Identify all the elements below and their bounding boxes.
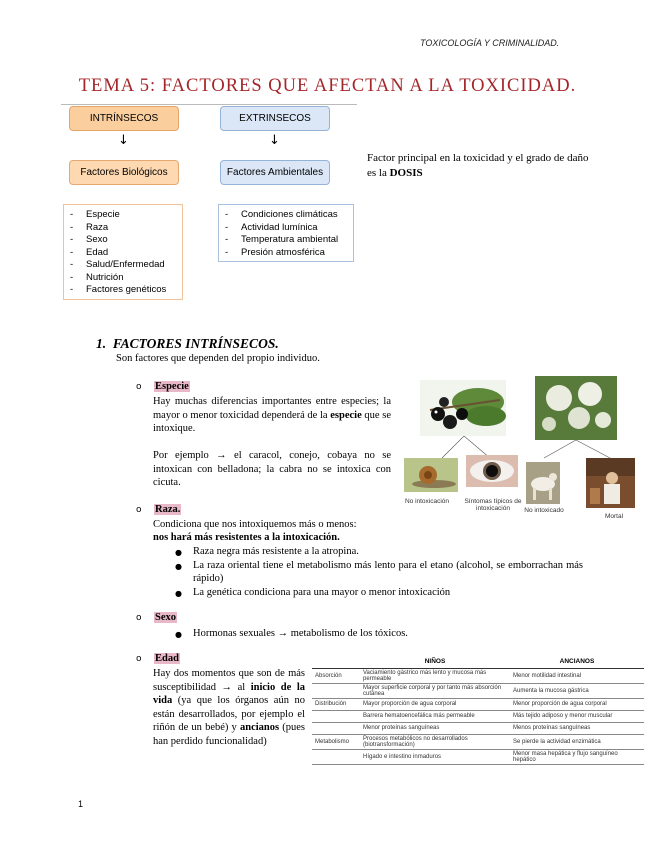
snail-icon (404, 458, 458, 492)
table-cell: Barrera hematoencefálica más permeable (360, 710, 510, 722)
table-cell: Menor proteínas sanguíneas (360, 722, 510, 734)
page-number: 1 (78, 799, 84, 809)
table-cell: Distribución (312, 698, 360, 710)
list-item: - Temperatura ambiental (225, 234, 339, 245)
table-row (312, 683, 644, 698)
table-header: NIÑOS (360, 655, 510, 668)
goat-icon (526, 462, 560, 504)
table-cell: Absorción (312, 668, 360, 683)
table-cell: Menor proporción de agua corporal (510, 698, 644, 710)
extrinsic-box: EXTRINSECOS (220, 106, 330, 131)
running-header: TOXICOLOGÍA Y CRIMINALIDAD. (420, 38, 560, 48)
biological-factors-box: Factores Biológicos (69, 160, 179, 185)
table-cell (312, 722, 360, 734)
edad-heading: o Edad (136, 653, 179, 664)
belladonna-image (420, 380, 506, 436)
section-heading: 1. FACTORES INTRÍNSECOS. (96, 336, 279, 351)
raza-bullet: ● Raza negra más resistente a la atropina. (175, 546, 359, 557)
table-cell: Mayor superficie corporal y por tanto más absorción cutánea (360, 683, 510, 698)
caption-eye: Síntomas típicos de intoxicación (464, 498, 522, 512)
list-item: - Actividad lumínica (225, 221, 318, 233)
table-cell: Metabolismo (312, 734, 360, 749)
table-cell (312, 749, 360, 764)
table-cell: Aumenta la mucosa gástrica (510, 683, 644, 698)
raza-paragraph-bold: nos hará más resistentes a la intoxicación. (153, 532, 340, 543)
top-rule (61, 104, 357, 105)
table-cell: Se pierde la actividad enzimática (510, 734, 644, 749)
extrinsic-list (218, 204, 354, 262)
caption-mortal: Mortal (604, 513, 624, 520)
eye-icon (466, 455, 518, 487)
caption-goat: No intoxicado (524, 507, 564, 514)
belladonna-icon (420, 380, 506, 436)
table-row (312, 698, 644, 710)
table-cell: Menos proteínas sanguíneas (510, 722, 644, 734)
list-item: - Sexo (70, 234, 108, 245)
table-cell: Menor motilidad intestinal (510, 668, 644, 683)
list-item: - Salud/Enfermedad (70, 259, 165, 270)
list-item: - Factores genéticos (70, 284, 167, 295)
table-cell (312, 683, 360, 698)
especie-paragraph: Hay muchas diferencias importantes entre especies; la mayor o menor toxicidad dependerá de la especie que se intoxique. (153, 396, 391, 434)
table-cell: Procesos metabólicos no desarrollados (biotransformación) (360, 734, 510, 749)
table-cell: Hígado e intestino inmaduros (360, 749, 510, 764)
raza-bullet: ● La raza oriental tiene el metabolismo más lento para el etano (alcohol, se emborrachan más rápido) (175, 560, 583, 584)
especie-heading: o Especie (136, 381, 189, 392)
list-item: - Raza (70, 221, 109, 233)
dosis-note: Factor principal en la toxicidad y el grado de daño es la DOSIS (367, 152, 589, 179)
table-cell: Menor masa hepática y flujo sanguíneo hepático (510, 749, 644, 764)
table-cell: Mayor proporción de agua corporal (360, 698, 510, 710)
down-arrow-icon: ↓ (118, 133, 129, 148)
raza-paragraph: Condiciona que nos intoxiquemos más o menos: (153, 519, 357, 530)
hemlock-image (535, 376, 617, 440)
sexo-bullet: ● Hormonas sexuales → metabolismo de los tóxicos. (175, 628, 408, 639)
list-item: - Especie (70, 209, 120, 220)
snail-image (404, 458, 458, 492)
table-header: ANCIANOS (510, 655, 644, 668)
list-item: - Condiciones climáticas (225, 209, 338, 220)
table-cell: Vaciamiento gástrico más lento y mucosa más permeable (360, 668, 510, 683)
especie-example: Por ejemplo → el caracol, conejo, cobaya no se intoxican con belladona; la cabra no se intoxica con cicuta. (153, 450, 391, 488)
socrates-painting-image (586, 458, 635, 508)
hemlock-icon (535, 376, 617, 440)
raza-heading: o Raza. (136, 504, 181, 515)
list-item: - Edad (70, 246, 109, 258)
sexo-heading: o Sexo (136, 612, 176, 623)
intrinsic-list (63, 204, 183, 300)
section-subtitle: Son factores que dependen del propio individuo. (116, 353, 320, 364)
table-row (312, 668, 644, 683)
raza-bullet: ● La genética condiciona para una mayor o menor intoxicación (175, 587, 451, 598)
table-header-row (312, 655, 644, 668)
table-row (312, 722, 644, 734)
edad-paragraph: Hay dos momentos que son de más susceptibilidad → al inicio de la vida (ya que los órganos aún no están desarrollados, por ejemplo el riñón de un bebé) y ancianos (pues han perdido funcionalidad) (153, 668, 305, 747)
caption-snail: No intoxicación (404, 498, 450, 505)
table-row (312, 749, 644, 764)
page-title: TEMA 5: FACTORES QUE AFECTAN A LA TOXICIDAD. (78, 76, 577, 96)
table-row (312, 734, 644, 749)
table-header (312, 655, 360, 668)
intrinsic-box: INTRÍNSECOS (69, 106, 179, 131)
list-item: - Presión atmosférica (225, 246, 325, 258)
environmental-factors-box: Factores Ambientales (220, 160, 330, 185)
list-item: - Nutrición (70, 271, 124, 283)
down-arrow-icon: ↓ (269, 133, 280, 148)
goat-image (526, 462, 560, 504)
table-cell (312, 710, 360, 722)
socrates-painting-icon (586, 458, 635, 508)
table-cell: Más tejido adiposo y menor muscular (510, 710, 644, 722)
eye-image (466, 455, 518, 487)
table-row (312, 710, 644, 722)
age-comparison-table (312, 655, 644, 765)
